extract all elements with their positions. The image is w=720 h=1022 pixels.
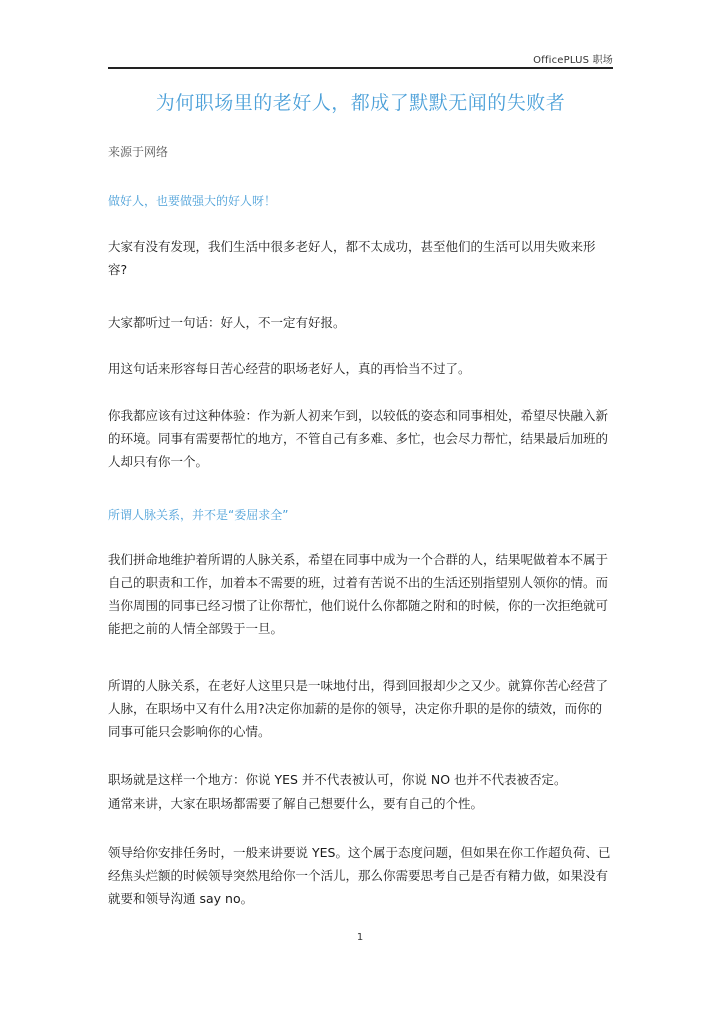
paragraph-3: 用这句话来形容每日苦心经营的职场老好人，真的再恰当不过了。: [108, 361, 471, 376]
section-heading-2: 所谓人脉关系，并不是“委屈求全”: [108, 508, 289, 522]
paragraph-1: 大家有没有发现，我们生活中很多老好人，都不太成功，甚至他们的生活可以用失败来形容?: [108, 239, 596, 277]
header-brand: OfficePLUS 职场: [533, 55, 613, 66]
paragraph-5: 我们拼命地维护着所谓的人脉关系，希望在同事中成为一个合群的人，结果呢做着本不属于自己的职责和工作，加着本不需要的班，过着有苦说不出的生活还别指望别人领你的情。而当你周围的同事已经习惯了让你帮忙，他们说什么你都随之附和的时候，你的一次拒绝就可能把之前的人情全部毁于一旦。: [108, 552, 609, 636]
document-title: 为何职场里的老好人，都成了默默无闻的失败者: [155, 92, 566, 114]
paragraph-6: 所谓的人脉关系，在老好人这里只是一味地付出，得到回报却少之又少。就算你苦心经营了人脉，在职场中又有什么用?决定你加薪的是你的领导，决定你升职的是你的绩效，而你的同事可能只会影响你的心情。: [108, 678, 609, 739]
paragraph-7a: 职场就是这样一个地方：你说 YES 并不代表被认可，你说 NO 也并不代表被否定。: [108, 772, 567, 787]
header-divider: [108, 67, 613, 69]
source-line: 来源于网络: [108, 145, 169, 159]
paragraph-7b: 通常来讲，大家在职场都需要了解自己想要什么，要有自己的个性。: [108, 796, 484, 811]
paragraph-8: 领导给你安排任务时，一般来讲要说 YES。这个属于态度问题，但如果在你工作超负荷、已经焦头烂额的时候领导突然甩给你一个活儿，那么你需要思考自己是否有精力做，如果没有就要和领导沟通 say no。: [108, 845, 611, 906]
page-number: 1: [356, 932, 364, 943]
section-heading-1: 做好人，也要做强大的好人呀！: [108, 194, 277, 208]
paragraph-4: 你我都应该有过这种体验：作为新人初来乍到，以较低的姿态和同事相处，希望尽快融入新的环境。同事有需要帮忙的地方，不管自己有多难、多忙，也会尽力帮忙，结果最后加班的人却只有你一个。: [108, 408, 609, 469]
paragraph-2: 大家都听过一句话：好人，不一定有好报。: [108, 315, 346, 330]
